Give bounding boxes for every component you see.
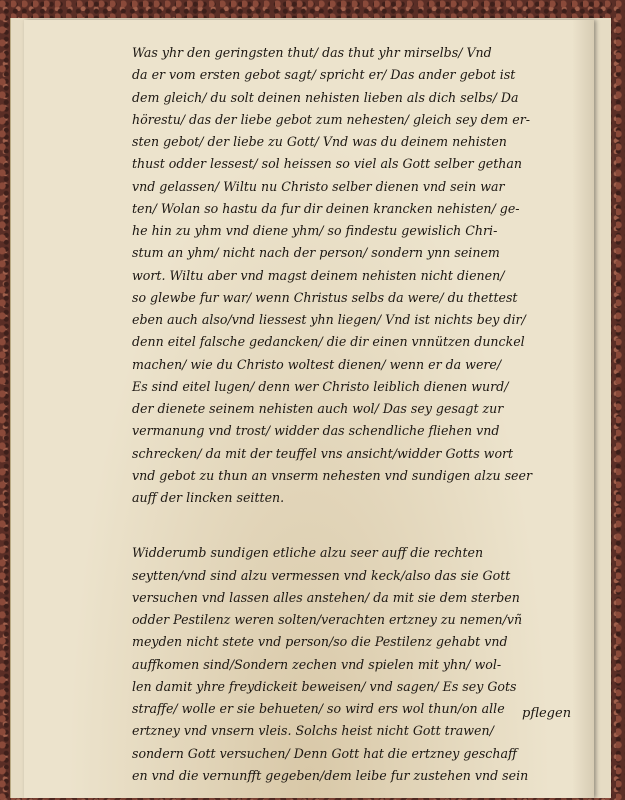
text-line: vnd gelassen/ Wiltu nu Christo selber dienen vnd sein war [132, 178, 505, 194]
text-line: denn eitel falsche gedancken/ die dir einen vnnützen dunckel [132, 334, 525, 350]
book-page [24, 20, 594, 798]
text-line: en vnd die vernunfft gegeben/dem leibe fur zustehen vnd sein [132, 767, 529, 783]
text-line: seytten/vnd sind alzu vermessen vnd keck/also das sie Gott [132, 567, 511, 583]
text-line: sten gebot/ der liebe zu Gott/ Vnd was du deinem nehisten [132, 134, 507, 149]
page-text [132, 42, 582, 787]
text-line: so glewbe fur war/ wenn Christus selbs da were/ du thettest [132, 289, 518, 305]
text-line: meyden nicht stete vnd person/so die Pestilenz gehabt vnd [132, 634, 508, 650]
text-line: wort. Wiltu aber vnd magst deinem nehisten nicht dienen/ [132, 267, 505, 283]
text-line: hörestu/ das der liebe gebot zum nehesten/ gleich sey dem er- [132, 111, 530, 127]
text-line: schrecken/ da mit der teuffel vns ansicht/widder Gotts wort [132, 445, 514, 461]
text-line: ten/ Wolan so hastu da fur dir deinen krancken nehisten/ ge- [132, 200, 520, 216]
text-line: machen/ wie du Christo woltest dienen/ wenn er da were/ [132, 356, 502, 372]
paragraph-2 [132, 542, 582, 787]
paragraph-1 [132, 42, 582, 509]
text-line: Was yhr den geringsten thut/ das thut yhr mirselbs/ Vnd [132, 45, 492, 60]
text-line: straffe/ wolle er sie behueten/ so wird ers wol thun/on alle [132, 701, 505, 716]
text-line: auff der lincken seitten. [132, 490, 285, 505]
text-line: da er vom ersten gebot sagt/ spricht er/ Das ander gebot ist [132, 67, 516, 83]
text-line: versuchen vnd lassen alles anstehen/ da mit sie dem sterben [132, 589, 520, 605]
text-line: Es sind eitel lugen/ denn wer Christo leiblich dienen wurd/ [132, 378, 509, 394]
text-line: der dienete seinem nehisten auch wol/ Das sey gesagt zur [132, 401, 504, 416]
text-line: vermanung vnd trost/ widder das schendliche fliehen vnd [132, 423, 500, 439]
text-line: auffkomen sind/Sondern zechen vnd spielen mit yhn/ wol- [132, 656, 502, 672]
text-line: he hin zu yhm vnd diene yhm/ so findestu gewislich Chri- [132, 223, 498, 238]
catchword: pflegen [522, 706, 572, 721]
text-line: ertzney vnd vnsern vleis. Solchs heist nicht Gott trawen/ [132, 723, 494, 739]
text-line: Widderumb sundigen etliche alzu seer auff die rechten [132, 545, 484, 561]
text-line: len damit yhre freydickeit beweisen/ vnd sagen/ Es sey Gots [132, 678, 517, 694]
text-line: thust odder lessest/ sol heissen so viel als Gott selber gethan [132, 156, 523, 172]
text-line: sondern Gott versuchen/ Denn Gott hat die ertzney geschaff [132, 745, 517, 761]
text-line: eben auch also/vnd liessest yhn liegen/ Vnd ist nichts bey dir/ [132, 312, 526, 327]
text-line: odder Pestilenz weren solten/verachten ertzney zu nemen/vñ [132, 612, 523, 627]
text-line: stum an yhm/ nicht nach der person/ sondern ynn seinem [132, 245, 500, 261]
text-line: dem gleich/ du solt deinen nehisten lieben als dich selbs/ Da [132, 89, 519, 105]
text-line: vnd gebot zu thun an vnserm nehesten vnd sundigen alzu seer [132, 467, 532, 483]
